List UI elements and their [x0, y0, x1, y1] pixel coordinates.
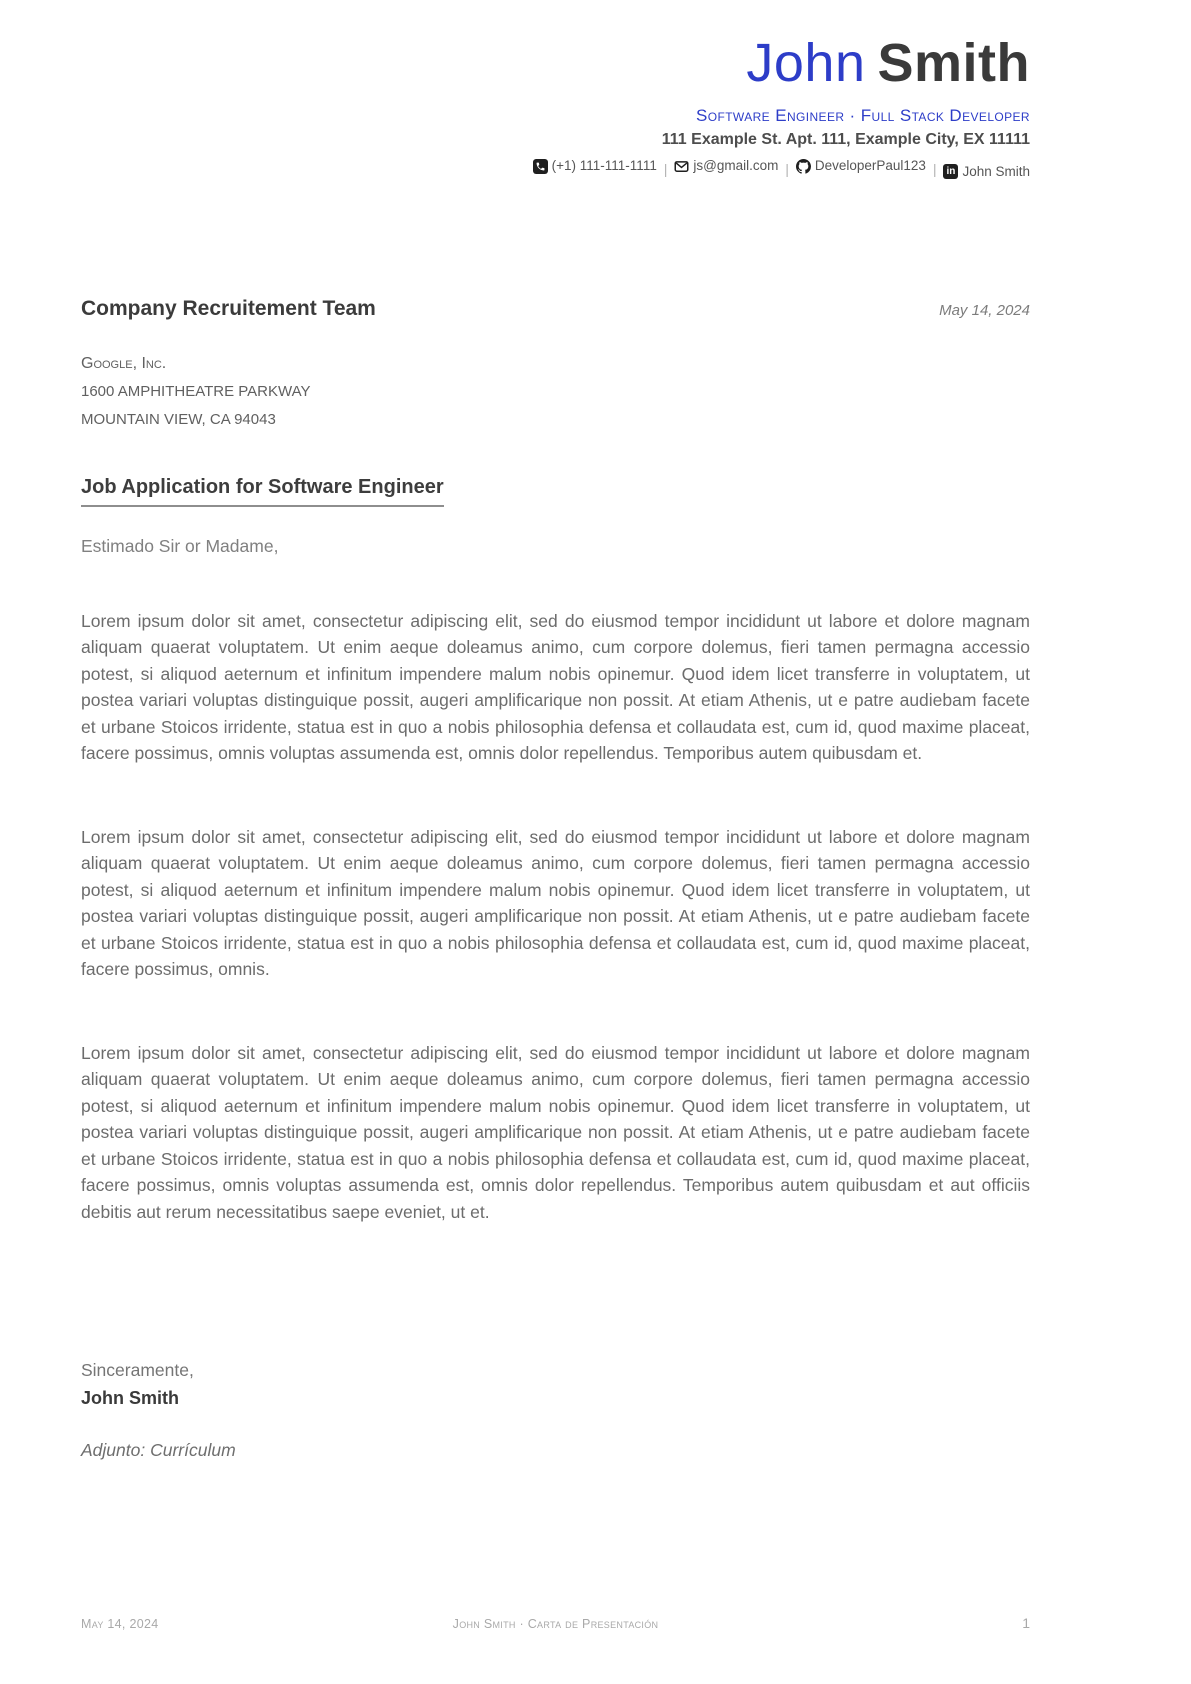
linkedin-name: John Smith: [962, 163, 1030, 179]
phone-number: (+1) 111-111-1111: [551, 158, 657, 173]
contact-row: [81, 156, 1030, 182]
linkedin-icon: in: [943, 164, 958, 179]
salutation: Estimado Sir or Madame,: [81, 535, 279, 556]
author-address: 111 Example St. Apt. 111, Example City, EX 11111: [661, 131, 1030, 148]
enclosure-note: Adjunto: Currículum: [81, 1440, 236, 1460]
page-footer: [81, 1615, 1030, 1632]
contact-separator: |: [785, 161, 789, 177]
company-address-block: [81, 350, 1030, 434]
company-address-line1: 1600 AMPHITHEATRE PARKWAY: [81, 382, 311, 400]
recipient-row: [81, 296, 1030, 322]
envelope-icon: [674, 159, 689, 174]
footer-page-number: 1: [1022, 1615, 1030, 1631]
company-name: Google, Inc.: [81, 354, 167, 372]
contact-email[interactable]: [674, 156, 778, 176]
contact-linkedin[interactable]: [943, 162, 1030, 182]
recipient-name: Company Recruitement Team: [81, 296, 376, 320]
footer-title: John Smith · Carta de Presentación: [452, 1617, 659, 1631]
signature-name: John Smith: [81, 1388, 179, 1408]
letter-subject: Job Application for Software Engineer: [81, 474, 444, 507]
author-tagline: Software Engineer · Full Stack Developer: [696, 106, 1030, 125]
phone-icon: [533, 159, 548, 174]
subject-wrap: [81, 474, 1030, 507]
email-address: js@gmail.com: [693, 158, 779, 173]
letter-date: May 14, 2024: [939, 301, 1030, 319]
footer-date: May 14, 2024: [81, 1617, 159, 1631]
contact-github[interactable]: [796, 156, 926, 176]
closing-phrase: Sinceramente,: [81, 1360, 194, 1380]
contact-phone[interactable]: [533, 156, 657, 176]
body-paragraph-3: Lorem ipsum dolor sit amet, consectetur adipiscing elit, sed do eiusmod tempor incididunt ut labore et dolore magnam aliquam quaerat voluptatem. Ut enim aeque doleamus animo, cum corpore dolemus, fieri tamen permagna accessio potest, si aliquod aeternum et infinitum impendere malum nobis opinemur. Quod idem licet transferre in voluptatem, ut postea variari voluptas distinguique possit, augeri amplificarique non possit. At etiam Athenis, ut e patre audiebam facete et urbane Stoicos irridente, statua est in quo a nobis philosophia defensa et collaudata est, cum id, quod maxime placeat, facere possimus, omnis voluptas assumenda est, omnis dolor repellendus. Temporibus autem quibusdam et aut officiis debitis aut rerum necessitatibus saepe eveniet, ut et.: [81, 1042, 1030, 1222]
github-username: DeveloperPaul123: [814, 158, 926, 173]
author-name: [81, 33, 1030, 93]
company-address-line2: MOUNTAIN VIEW, CA 94043: [81, 410, 276, 428]
body-paragraph-2: Lorem ipsum dolor sit amet, consectetur adipiscing elit, sed do eiusmod tempor incididunt ut labore et dolore magnam aliquam quaerat voluptatem. Ut enim aeque doleamus animo, cum corpore dolemus, fieri tamen permagna accessio potest, si aliquod aeternum et infinitum impendere malum nobis opinemur. Quod idem licet transferre in voluptatem, ut postea variari voluptas distinguique possit, augeri amplificarique non possit. At etiam Athenis, ut e patre audiebam facete et urbane Stoicos irridente, statua est in quo a nobis philosophia defensa et collaudata est, cum id, quod maxime placeat, facere possimus, omnis.: [81, 826, 1030, 979]
letter-header: [81, 33, 1030, 182]
author-first-name: John: [746, 33, 866, 93]
github-icon: [796, 159, 811, 174]
contact-separator: |: [663, 161, 668, 177]
body-paragraph-1: Lorem ipsum dolor sit amet, consectetur adipiscing elit, sed do eiusmod tempor incididunt ut labore et dolore magnam aliquam quaerat voluptatem. Ut enim aeque doleamus animo, cum corpore dolemus, fieri tamen permagna accessio potest, si aliquod aeternum et infinitum impendere malum nobis opinemur. Quod idem licet transferre in voluptatem, ut postea variari voluptas distinguique possit, augeri amplificarique non possit. At etiam Athenis, ut e patre audiebam facete et urbane Stoicos irridente, statua est in quo a nobis philosophia defensa et collaudata est, cum id, quod maxime placeat, facere possimus, omnis voluptas assumenda est, omnis dolor repellendus. Temporibus autem quibusdam et.: [81, 610, 1030, 763]
author-last-name: Smith: [877, 33, 1030, 93]
contact-separator: |: [932, 161, 937, 177]
